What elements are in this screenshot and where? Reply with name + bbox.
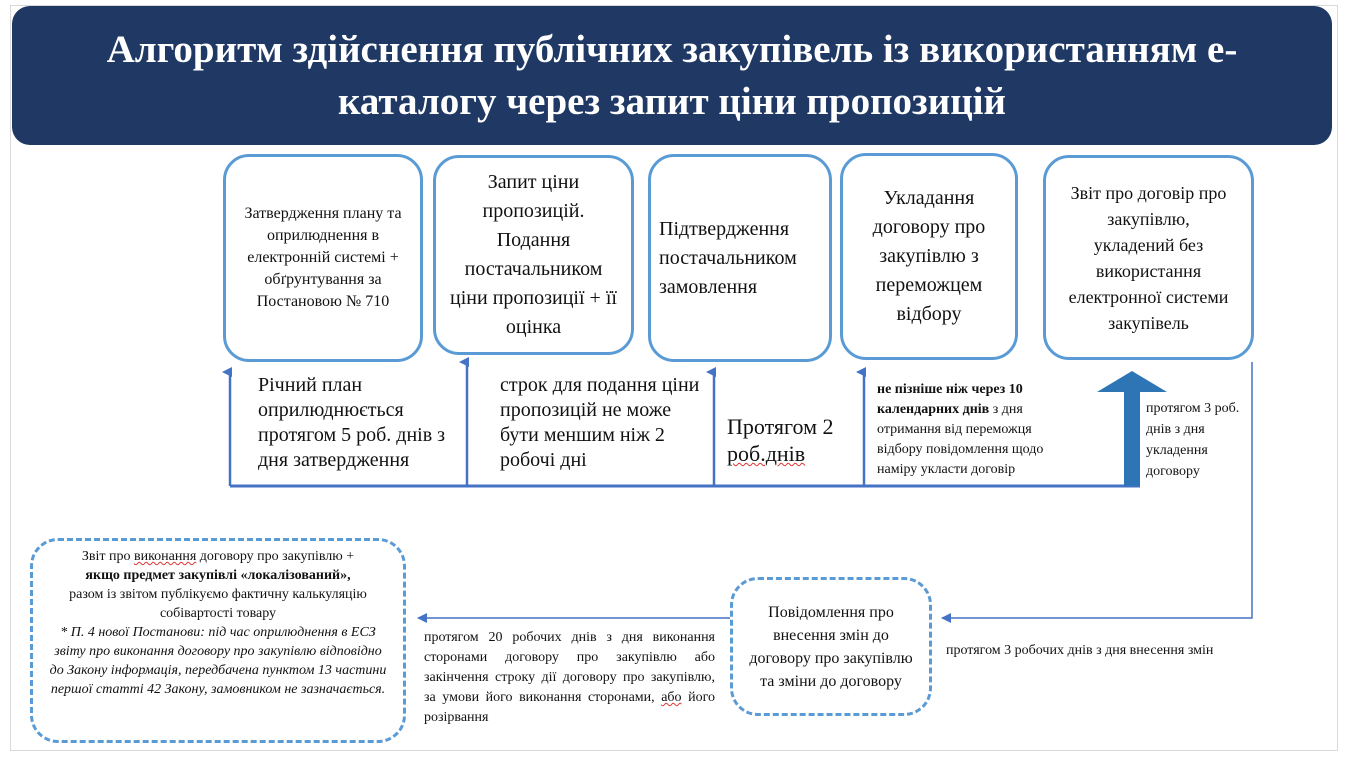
step-box-1 xyxy=(223,154,423,362)
step-box-3 xyxy=(648,154,832,362)
page-title: Алгоритм здійснення публічних закупівель із використанням е-каталогу через запит ціни пропозицій xyxy=(106,27,1238,123)
timeline-note-2: строк для подання ціни пропозицій не може бути меншим ніж 2 робочі дні xyxy=(500,374,700,471)
report-line-1-a: Звіт про xyxy=(81,549,134,564)
step-3-text: Підтвердження постачальником замовлення xyxy=(659,217,797,298)
timeline-note-6: протягом 3 робочих днів з дня внесення змін xyxy=(946,643,1214,658)
step-5-text: Звіт про договір про закупівлю, укладений без використання електронної системи закупівель xyxy=(1068,182,1229,333)
report-box xyxy=(30,538,406,743)
timeline-note-4-rest: з дня отримання від переможця відбору повідомлення щодо наміру укласти договір xyxy=(877,402,1044,477)
report-note: * П. 4 нової Постанови: під час оприлюднення в ЕСЗ звіту про виконання договору про закупівлю відповідно до Закону інформація, передбачена пунктом 13 частини першої статті 42 Закону, замовником не зазначається. xyxy=(49,625,387,697)
timeline-note-7 xyxy=(424,628,715,728)
timeline-note-7-b: або xyxy=(661,690,682,705)
report-line-2: якщо предмет закупівлі «локалізований», xyxy=(85,568,351,583)
step-1-text: Затвердження плану та оприлюднення в електронній системі + обґрунтування за Постановою № 710 xyxy=(244,205,402,310)
timeline-note-4-bold: не пізніше ніж через 10 календарних днів xyxy=(877,382,1023,417)
report-line-1-b: виконання xyxy=(133,549,197,564)
report-line-1 xyxy=(47,547,389,566)
step-box-2 xyxy=(433,155,634,355)
step-box-4 xyxy=(840,153,1018,360)
timeline-note-7-a: протягом 20 робочих днів з дня виконання сторонами договору про закупівлю або закінчення строку дії договору про закупівлю, за умови його виконання сторонами, xyxy=(424,630,715,705)
change-notice-box xyxy=(730,577,932,716)
timeline-note-3 xyxy=(727,413,847,467)
change-notice-text: Повідомлення про внесення змін до договору про закупівлю та зміни до договору xyxy=(749,603,913,690)
timeline-note-7-c: його розірвання xyxy=(424,690,716,725)
report-line-3: разом із звітом публікуємо фактичну калькуляцію собівартості товару xyxy=(69,587,367,621)
timeline-note-3-a: Протягом 2 xyxy=(727,414,834,439)
timeline-note-1: Річний план оприлюднюється протягом 5 роб. днів з дня затвердження xyxy=(258,374,446,471)
timeline-note-5: протягом 3 роб. днів з дня укладення договору xyxy=(1146,401,1240,479)
step-4-text: Укладання договору про закупівлю з переможцем відбору xyxy=(872,187,986,325)
step-box-5 xyxy=(1043,155,1254,360)
report-line-1-c: договору про закупівлю + xyxy=(196,549,355,564)
timeline-note-3-b: роб.днів xyxy=(727,441,806,466)
step-2-text: Запит ціни пропозицій. Подання постачальником ціни пропозиції + її оцінка xyxy=(450,171,617,338)
timeline-note-4 xyxy=(877,380,1077,480)
